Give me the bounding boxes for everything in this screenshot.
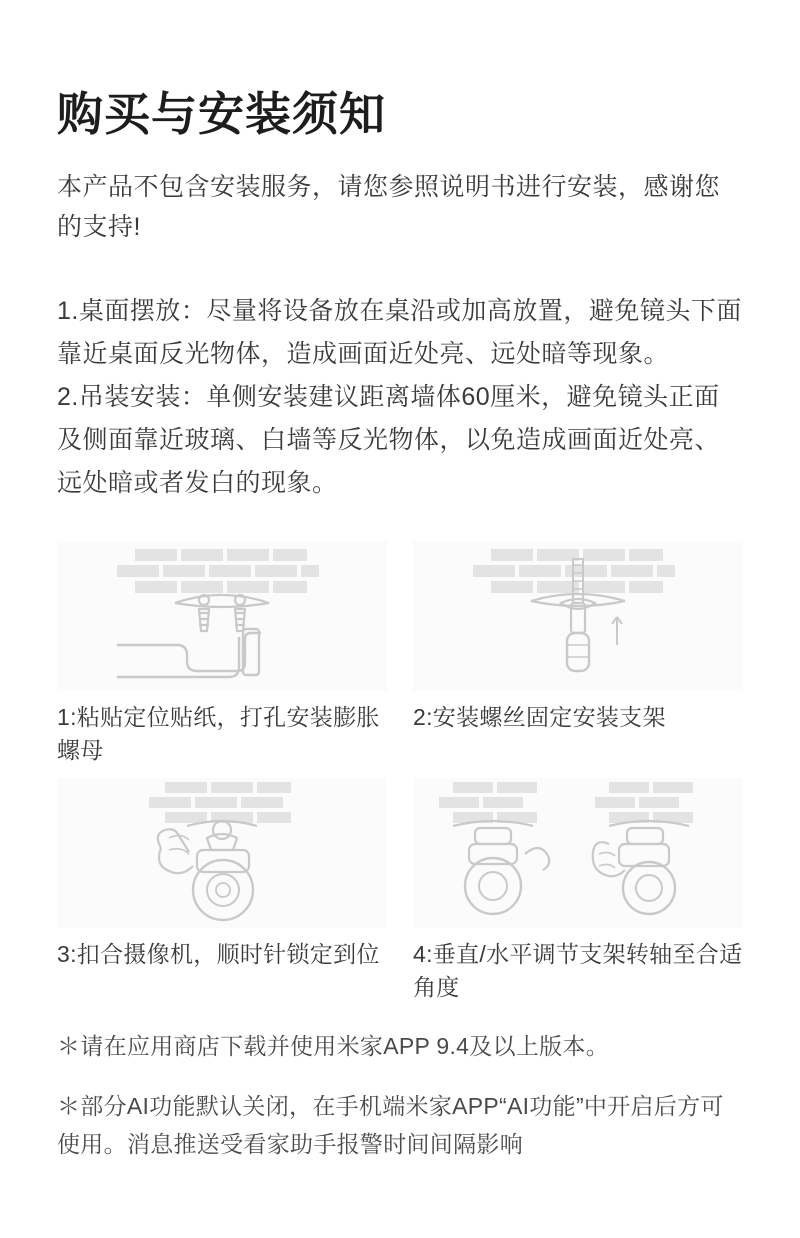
instruction-item-2: 2.吊装安装：单侧安装建议距离墙体60厘米，避免镜头正面及侧面靠近玻璃、白墙等反光物体，以免造成画面近处亮、远处暗或者发白的现象。 bbox=[57, 382, 721, 497]
instruction-item-1: 1.桌面摆放：尽量将设备放在桌沿或加高放置，避免镜头下面靠近桌面反光物体，造成画面近处亮、远处暗等现象。 bbox=[57, 296, 742, 368]
step-cell-2 bbox=[413, 541, 743, 768]
screw-bracket-illustration bbox=[413, 541, 743, 691]
footnotes bbox=[57, 1028, 743, 1164]
attach-camera-illustration bbox=[57, 778, 387, 928]
step-caption-4: 4:垂直/水平调节支架转轴至合适角度 bbox=[413, 940, 743, 1000]
footnote-2: ＊部分AI功能默认关闭，在手机端米家APP“AI功能”中开启后方可使用。消息推送受看家助手报警时间间隔影响 bbox=[57, 1093, 724, 1158]
step-caption-3: 3:扣合摄像机，顺时针锁定到位 bbox=[57, 940, 380, 967]
step-figure-grid bbox=[57, 541, 743, 1004]
step-cell-1 bbox=[57, 541, 387, 768]
footnote-1: ＊请在应用商店下载并使用米家APP 9.4及以上版本。 bbox=[57, 1033, 610, 1060]
step-cell-3 bbox=[57, 778, 387, 1005]
step-caption-2: 2:安装螺丝固定安装支架 bbox=[413, 703, 666, 730]
instruction-list bbox=[57, 290, 743, 505]
intro-paragraph: 本产品不包含安装服务，请您参照说明书进行安装，感谢您的支持! bbox=[57, 172, 721, 242]
wall-drill-anchor-illustration bbox=[57, 541, 387, 691]
step-cell-4 bbox=[413, 778, 743, 1005]
step-caption-1: 1:粘贴定位贴纸，打孔安装膨胀螺母 bbox=[57, 703, 380, 764]
page-title: 购买与安装须知 bbox=[57, 88, 386, 140]
adjust-angle-illustration bbox=[413, 778, 743, 928]
